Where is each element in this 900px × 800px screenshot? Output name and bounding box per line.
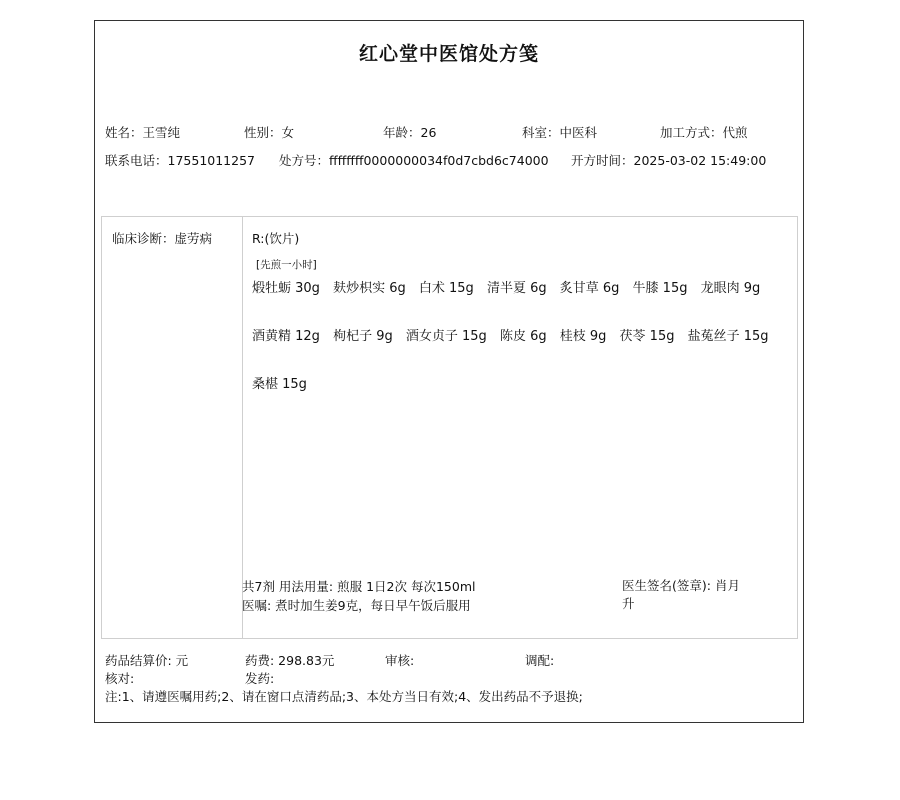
page-title: 红心堂中医馆处方笺: [358, 43, 539, 65]
herb-item: 枸杞子 9g: [333, 329, 393, 344]
patient-phone-value: 17551011257: [167, 153, 255, 168]
clinical-diagnosis: [112, 229, 212, 247]
process-method-value: 代煎: [722, 125, 748, 140]
herb-item: 麸炒枳实 6g: [333, 281, 406, 296]
settlement-price: 药品结算价: 元: [105, 653, 189, 668]
herb-item: 白术 15g: [418, 281, 474, 296]
diagnosis-value: 虚劳病: [174, 231, 213, 246]
footer-notes: 注:1、请遵医嘱用药;2、请在窗口点清药品;3、本处方当日有效;4、发出药品不予退换;: [105, 689, 583, 704]
column-divider: [242, 217, 243, 638]
herb-item: 清半夏 6g: [486, 281, 547, 296]
decoction-note: [先煎一小时]: [256, 259, 317, 271]
patient-phone: [105, 151, 255, 169]
doctor-advice: 医嘱: 煮时加生姜9克，每日早午饭后服用: [242, 598, 471, 613]
check-field: 核对:: [105, 671, 135, 686]
prescription-sheet: [94, 20, 804, 723]
prescribe-time: [571, 151, 766, 169]
patient-name-value: 王雪纯: [142, 125, 181, 140]
patient-age-label: 年龄：: [383, 125, 421, 140]
herb-item: 煅牡蛎 30g: [252, 281, 320, 296]
drug-fee: 药费: 298.83元: [245, 653, 335, 668]
patient-dept: [522, 123, 597, 141]
herb-item: 酒女贞子 15g: [405, 329, 487, 344]
dispense-field: 调配:: [525, 653, 555, 668]
patient-gender-label: 性别：: [244, 125, 282, 140]
herb-item: 龙眼肉 9g: [700, 281, 761, 296]
herb-item: 盐菟丝子 15g: [687, 329, 769, 344]
herb-row-1: [252, 277, 769, 296]
prescription-body: [101, 216, 798, 639]
review-field: 审核:: [385, 653, 415, 668]
prescription-number-label: 处方号：: [279, 153, 330, 168]
herb-row-2: [252, 325, 778, 344]
herb-item: 炙甘草 6g: [559, 281, 620, 296]
herb-row-3: [252, 373, 316, 392]
usage-dosage: 共7剂 用法用量: 煎服 1日2次 每次150ml: [242, 579, 476, 594]
deliver-field: 发药:: [245, 671, 275, 686]
herb-item: 牛膝 15g: [632, 281, 688, 296]
patient-phone-label: 联系电话：: [105, 153, 168, 168]
patient-age-value: 26: [420, 125, 437, 140]
patient-age: [383, 123, 436, 141]
herb-item: 桂枝 9g: [559, 329, 607, 344]
patient-gender-value: 女: [281, 125, 295, 140]
prescribe-time-value: 2025-03-02 15:49:00: [633, 153, 767, 168]
herb-item: 陈皮 6g: [499, 329, 547, 344]
prescribe-time-label: 开方时间：: [571, 153, 634, 168]
patient-dept-value: 中医科: [559, 125, 598, 140]
herb-item: 茯苓 15g: [619, 329, 675, 344]
prescription-number: [279, 151, 549, 169]
herb-item: 酒黄精 12g: [252, 329, 320, 344]
process-method-label: 加工方式：: [660, 125, 723, 140]
patient-dept-label: 科室：: [522, 125, 560, 140]
rx-header: R:(饮片): [252, 231, 300, 246]
patient-name-label: 姓名：: [105, 125, 143, 140]
patient-name: [105, 123, 180, 141]
diagnosis-label: 临床诊断：: [112, 231, 175, 246]
patient-gender: [244, 123, 294, 141]
prescription-number-value: ffffffff0000000034f0d7cbd6c74000: [329, 153, 549, 168]
process-method: [660, 123, 748, 141]
doctor-signature: 医生签名(签章): 肖月升: [622, 578, 740, 611]
herb-item: 桑椹 15g: [252, 377, 307, 392]
